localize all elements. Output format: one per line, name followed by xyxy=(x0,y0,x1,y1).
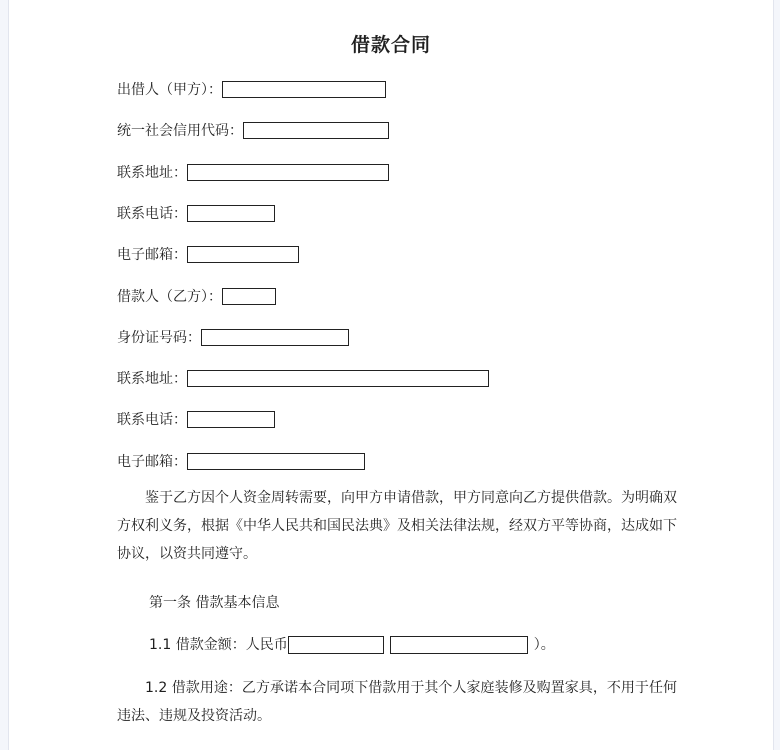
lender-name-label: 出借人（甲方）： xyxy=(117,82,222,98)
lender-name-field[interactable] xyxy=(222,81,386,98)
lender-credit-code-field[interactable] xyxy=(243,122,389,139)
lender-credit-code-label: 统一社会信用代码： xyxy=(117,123,243,139)
article1-heading: 第一条 借款基本信息 xyxy=(149,595,280,611)
borrower-name-row xyxy=(117,285,276,307)
borrower-name-field[interactable] xyxy=(222,288,276,305)
borrower-id-label: 身份证号码： xyxy=(117,330,201,346)
borrower-name-label: 借款人（乙方）： xyxy=(117,289,222,305)
lender-address-row xyxy=(117,161,389,183)
cutoff-next-line xyxy=(149,742,669,750)
clause-1-1 xyxy=(149,634,555,656)
lender-email-label: 电子邮箱： xyxy=(117,247,187,263)
borrower-email-row xyxy=(117,450,365,472)
borrower-address-label: 联系地址： xyxy=(117,371,187,387)
loan-amount-words-field[interactable] xyxy=(390,636,528,654)
borrower-address-field[interactable] xyxy=(187,370,489,387)
borrower-phone-row xyxy=(117,408,275,430)
clause-1-2: 1.2 借款用途：乙方承诺本合同项下借款用于其个人家庭装修及购置家具，不用于任何违法、违规及投资活动。 xyxy=(117,680,677,724)
borrower-phone-field[interactable] xyxy=(187,411,275,428)
borrower-id-field[interactable] xyxy=(201,329,349,346)
borrower-email-field[interactable] xyxy=(187,453,365,470)
clause-1-1-suffix: ）。 xyxy=(533,637,555,653)
borrower-phone-label: 联系电话： xyxy=(117,412,187,428)
lender-email-row xyxy=(117,243,299,265)
document-page xyxy=(8,0,774,750)
lender-credit-code-row xyxy=(117,119,389,141)
borrower-email-label: 电子邮箱： xyxy=(117,454,187,470)
lender-name-row xyxy=(117,78,386,100)
preamble-paragraph: 鉴于乙方因个人资金周转需要，向甲方申请借款，甲方同意向乙方提供借款。为明确双方权利义务，根据《中华人民共和国民法典》及相关法律法规，经双方平等协商，达成如下协议，以资共同遵守。 xyxy=(117,490,677,562)
clause-1-1-prefix: 1.1 借款金额：人民币 xyxy=(149,637,288,653)
lender-phone-row xyxy=(117,202,275,224)
lender-address-label: 联系地址： xyxy=(117,165,187,181)
lender-address-field[interactable] xyxy=(187,164,389,181)
lender-phone-label: 联系电话： xyxy=(117,206,187,222)
loan-amount-figures-field[interactable] xyxy=(288,636,384,654)
borrower-address-row xyxy=(117,367,489,389)
lender-phone-field[interactable] xyxy=(187,205,275,222)
lender-email-field[interactable] xyxy=(187,246,299,263)
borrower-id-row xyxy=(117,326,349,348)
contract-title: 借款合同 xyxy=(350,34,431,56)
